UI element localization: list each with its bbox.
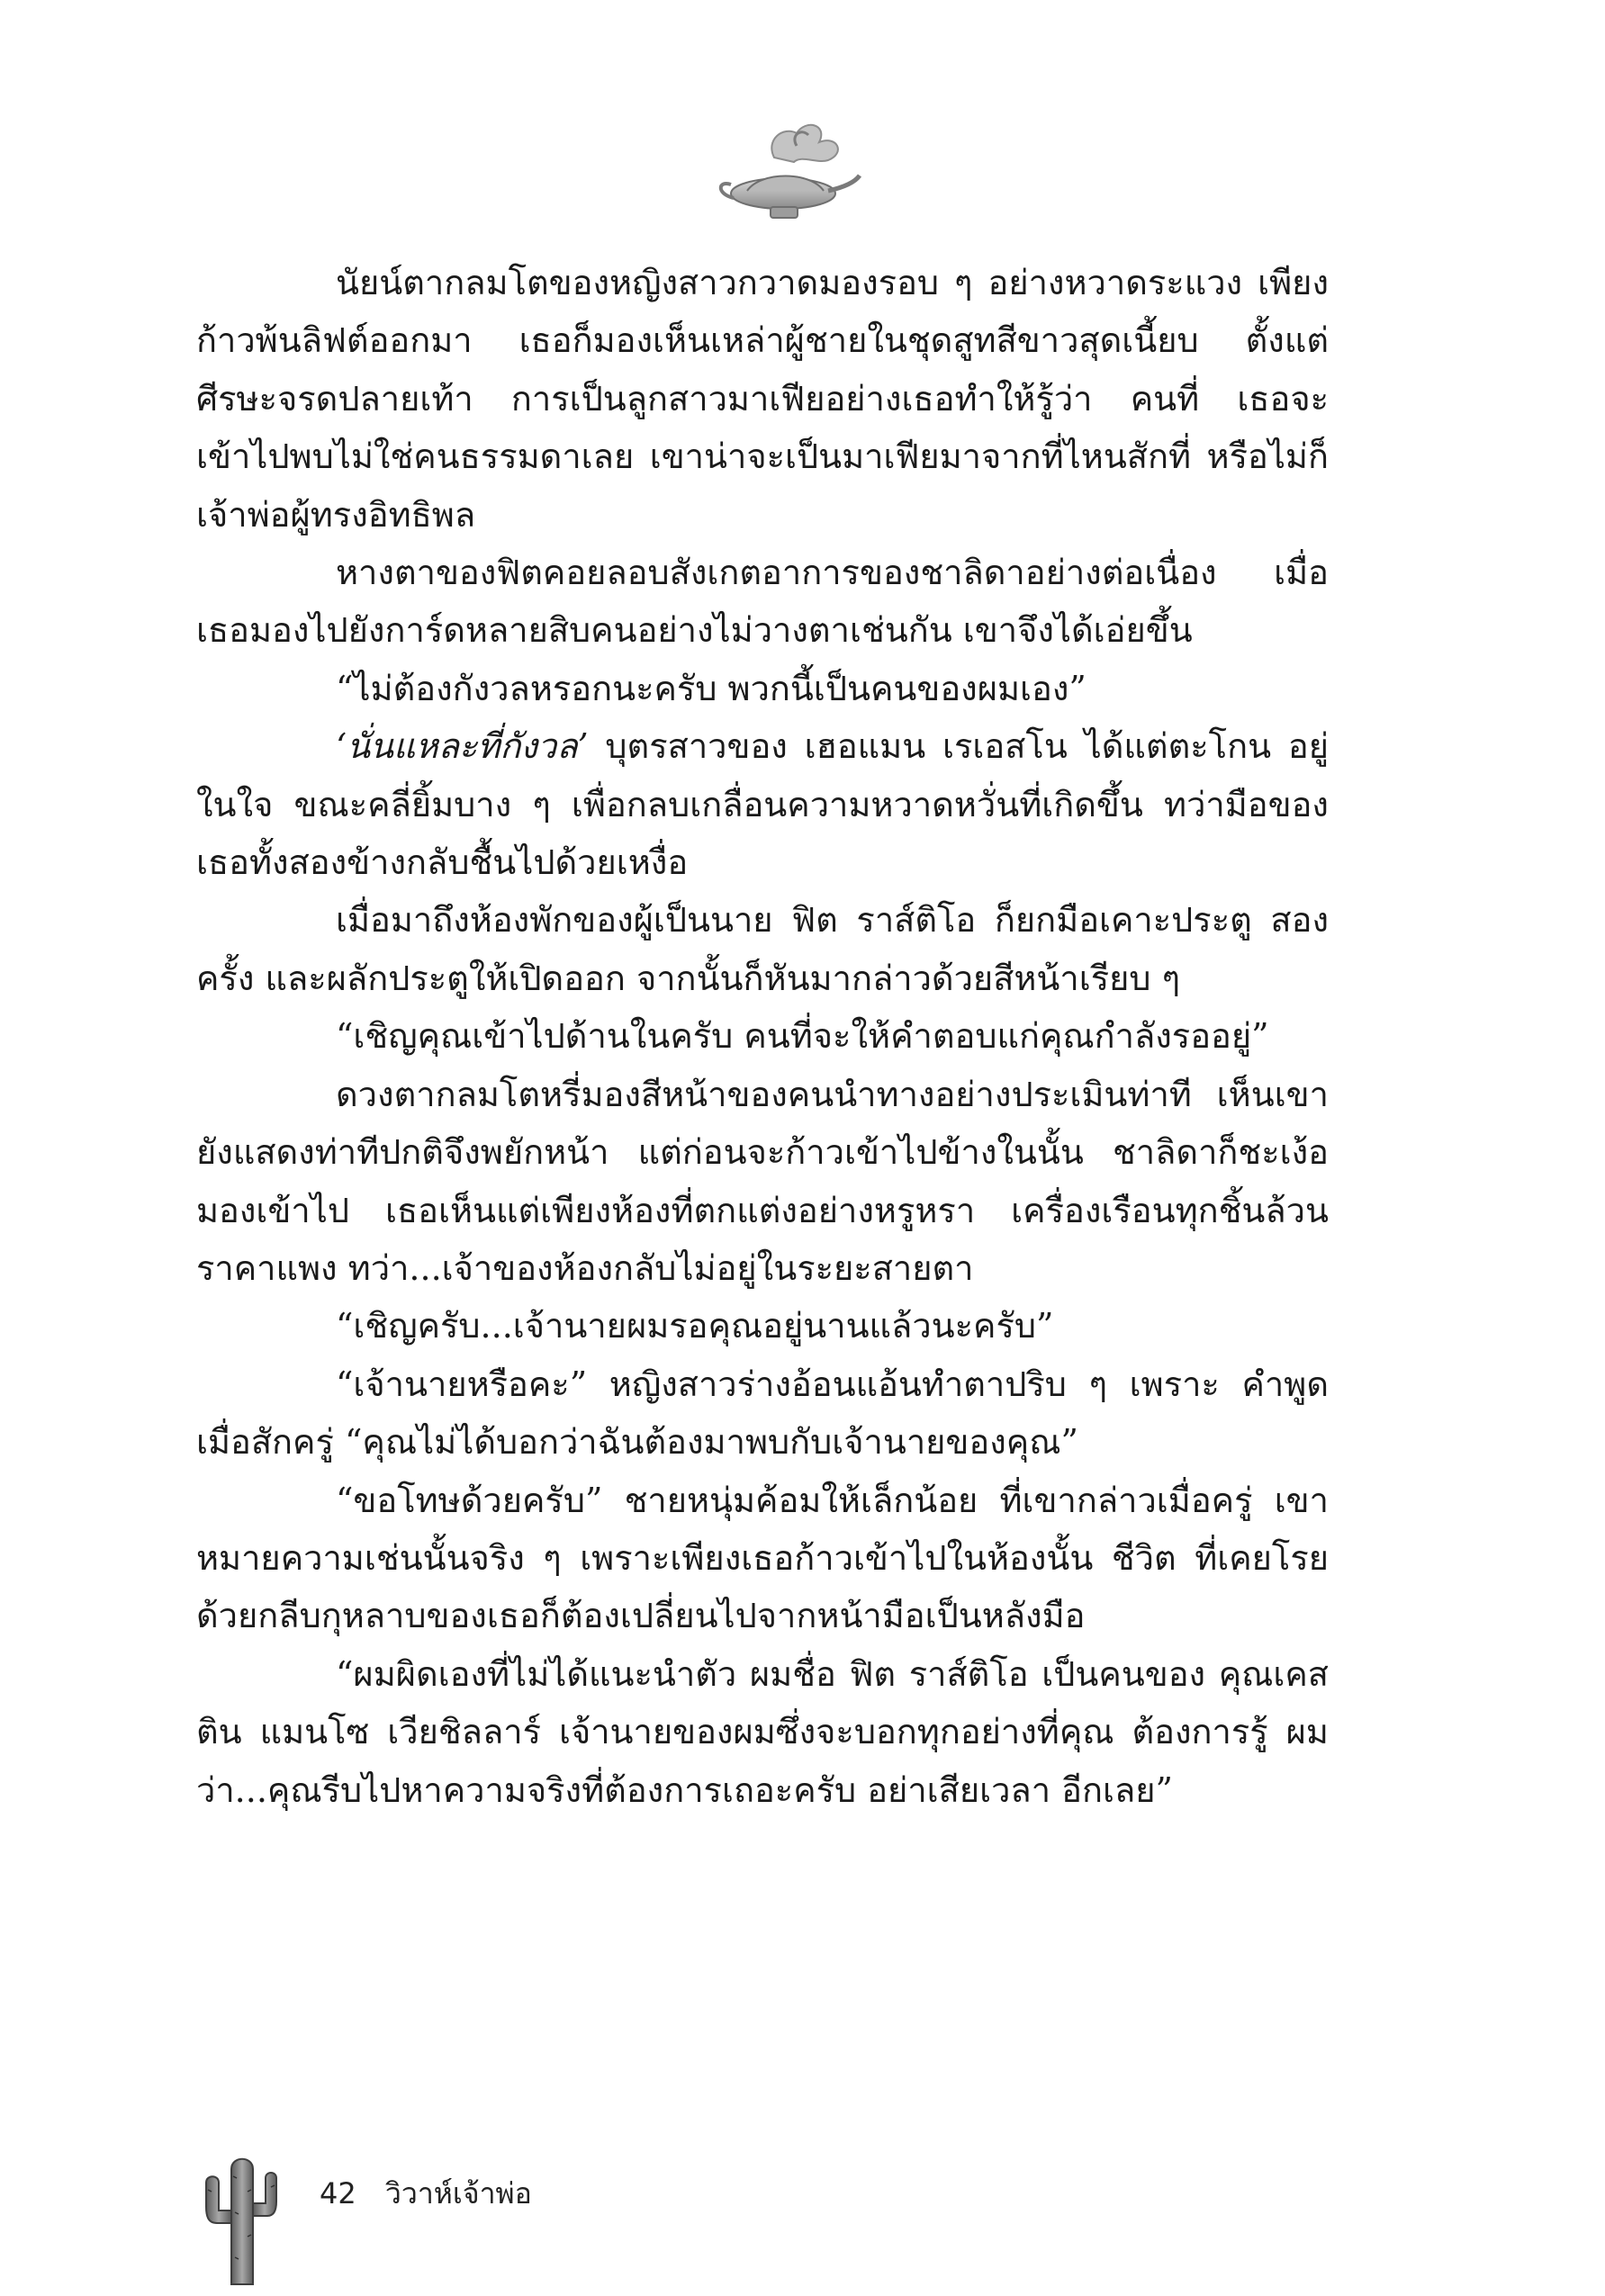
dialogue-paragraph: “ไม่ต้องกังวลหรอกนะครับ พวกนี้เป็นคนของผมเอง” <box>336 668 1087 708</box>
dialogue-paragraph: “เชิญครับ...เจ้านายผมรอคุณอยู่นานแล้วนะครับ” <box>336 1306 1054 1346</box>
paragraph-text: บุตรสาวของ เฮอแมน เรเอสโน ได้แต่ตะโกน อยู่ในใจ ขณะคลี่ยิ้มบาง ๆ เพื่อกลบเกลื่อนความหวาดหวั่นที่เกิดขึ้น ทว่ามือของเธอทั้งสองข้างกลับชื้นไปด้วยเหงื่อ <box>196 726 1329 883</box>
paragraph: นัยน์ตากลมโตของหญิงสาวกวาดมองรอบ ๆ อย่างหวาดระแวง เพียงก้าวพ้นลิฟต์ออกมา เธอก็มองเห็นเหล่าผู้ชายในชุดสูทสีขาวสุดเนี้ยบ ตั้งแต่ศีรษะจรดปลายเท้า การเป็นลูกสาวมาเฟียอย่างเธอทำให้รู้ว่า คนที่ เธอจะเข้าไปพบไม่ใช่คนธรรมดาเลย เขาน่าจะเป็นมาเฟียมาจากที่ไหนสักที่ หรือไม่ก็เจ้าพ่อผู้ทรงอิทธิพล <box>196 263 1329 535</box>
cactus-icon <box>194 2151 293 2286</box>
genie-lamp-icon <box>711 108 864 225</box>
chapter-text <box>196 254 1329 1819</box>
folio <box>320 2171 532 2217</box>
paragraph: เมื่อมาถึงห้องพักของผู้เป็นนาย ฟิต ราส์ติโอ ก็ยกมือเคาะประตู สองครั้ง และผลักประตูให้เปิดออก จากนั้นก็หันมากล่าวด้วยสีหน้าเรียบ ๆ <box>196 900 1329 998</box>
page-number: 42 <box>320 2176 356 2210</box>
dialogue-paragraph: “เชิญคุณเข้าไปด้านในครับ คนที่จะให้คำตอบแก่คุณกำลังรออยู่” <box>336 1016 1269 1057</box>
italic-thought: ‘นั่นแหละที่กังวล’ <box>336 726 589 767</box>
book-title: วิวาห์เจ้าพ่อ <box>384 2176 532 2210</box>
dialogue-paragraph: “เจ้านายหรือคะ” หญิงสาวร่างอ้อนแอ้นทำตาปริบ ๆ เพราะ คำพูดเมื่อสักครู่ “คุณไม่ได้บอกว่าฉันต้องมาพบกับเจ้านายของคุณ” <box>196 1364 1329 1463</box>
paragraph: ดวงตากลมโตหรี่มองสีหน้าของคนนำทางอย่างประเมินท่าที เห็นเขายังแสดงท่าทีปกติจึงพยักหน้า แต่ก่อนจะก้าวเข้าไปข้างในนั้น ชาลิดาก็ชะเง้อมองเข้าไป เธอเห็นแต่เพียงห้องที่ตกแต่งอย่างหรูหรา เครื่องเรือนทุกชิ้นล้วนราคาแพง ทว่า...เจ้าของห้องกลับไม่อยู่ในระยะสายตา <box>196 1074 1329 1288</box>
page-footer <box>194 2151 734 2286</box>
dialogue-paragraph: “ผมผิดเองที่ไม่ได้แนะนำตัว ผมชื่อ ฟิต ราส์ติโอ เป็นคนของ คุณเคสติน แมนโซ เวียชิลลาร์ เจ้านายของผมซึ่งจะบอกทุกอย่างที่คุณ ต้องการรู้ ผมว่า...คุณรีบไปหาความจริงที่ต้องการเถอะครับ อย่าเสียเวลา อีกเลย” <box>196 1653 1329 1810</box>
dialogue-paragraph: “ขอโทษด้วยครับ” ชายหนุ่มค้อมให้เล็กน้อย ที่เขากล่าวเมื่อครู่ เขาหมายความเช่นนั้นจริง ๆ เพราะเพียงเธอก้าวเข้าไปในห้องนั้น ชีวิต ที่เคยโรยด้วยกลีบกุหลาบของเธอก็ต้องเปลี่ยนไปจากหน้ามือเป็นหลังมือ <box>196 1480 1329 1636</box>
paragraph <box>196 717 1329 891</box>
paragraph: หางตาของฟิตคอยลอบสังเกตอาการของชาลิดาอย่างต่อเนื่อง เมื่อเธอมองไปยังการ์ดหลายสิบคนอย่างไม่วางตาเช่นกัน เขาจึงได้เอ่ยขึ้น <box>196 553 1329 651</box>
